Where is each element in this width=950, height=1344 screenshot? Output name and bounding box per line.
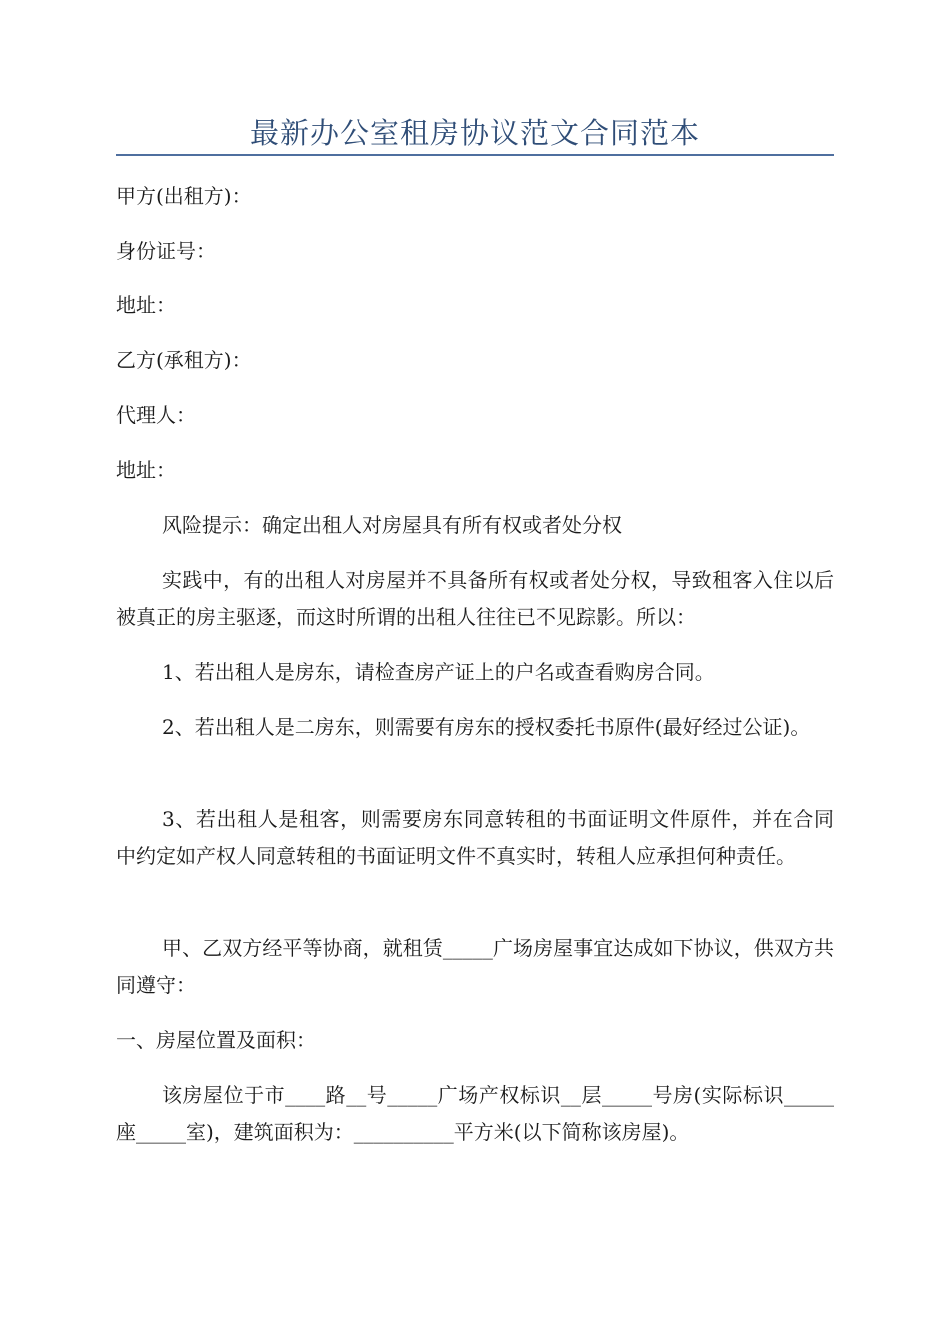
party-a-line: 甲方(出租方)： (116, 184, 252, 208)
agreement-intro-paragraph: 甲、乙双方经平等协商，就租赁_____广场房屋事宜达成如下协议，供双方共同遵守： (116, 936, 834, 997)
party-b-agent-line: 代理人： (116, 403, 196, 427)
party-b-address-line: 地址： (116, 458, 176, 482)
document-title: 最新办公室租房协议范文合同范本 (249, 116, 700, 150)
section-1-heading: 一、房屋位置及面积： (116, 1028, 316, 1052)
title-underline (116, 154, 834, 156)
risk-title: 风险提示：确定出租人对房屋具有所有权或者处分权 (162, 513, 622, 537)
risk-item-1: 1、若出租人是房东，请检查房产证上的户名或查看购房合同。 (162, 660, 715, 684)
risk-body-paragraph: 实践中，有的出租人对房屋并不具备所有权或者处分权，导致租客入住以后被真正的房主驱逐，而这时所谓的出租人往往已不见踪影。所以： (116, 568, 834, 629)
party-a-address-line: 地址： (116, 293, 176, 317)
party-a-id-line: 身份证号： (116, 239, 216, 263)
risk-item-2: 2、若出租人是二房东，则需要有房东的授权委托书原件(最好经过公证)。 (162, 715, 811, 739)
section-1-body: 该房屋位于市____路__号_____广场产权标识__层_____号房(实际标识_____座_____室)，建筑面积为：__________平方米(以下简称该房屋)。 (116, 1083, 834, 1144)
risk-item-3: 3、若出租人是租客，则需要房东同意转租的书面证明文件原件，并在合同中约定如产权人同意转租的书面证明文件不真实时，转租人应承担何种责任。 (116, 807, 834, 868)
party-b-line: 乙方(承租方)： (116, 348, 252, 372)
